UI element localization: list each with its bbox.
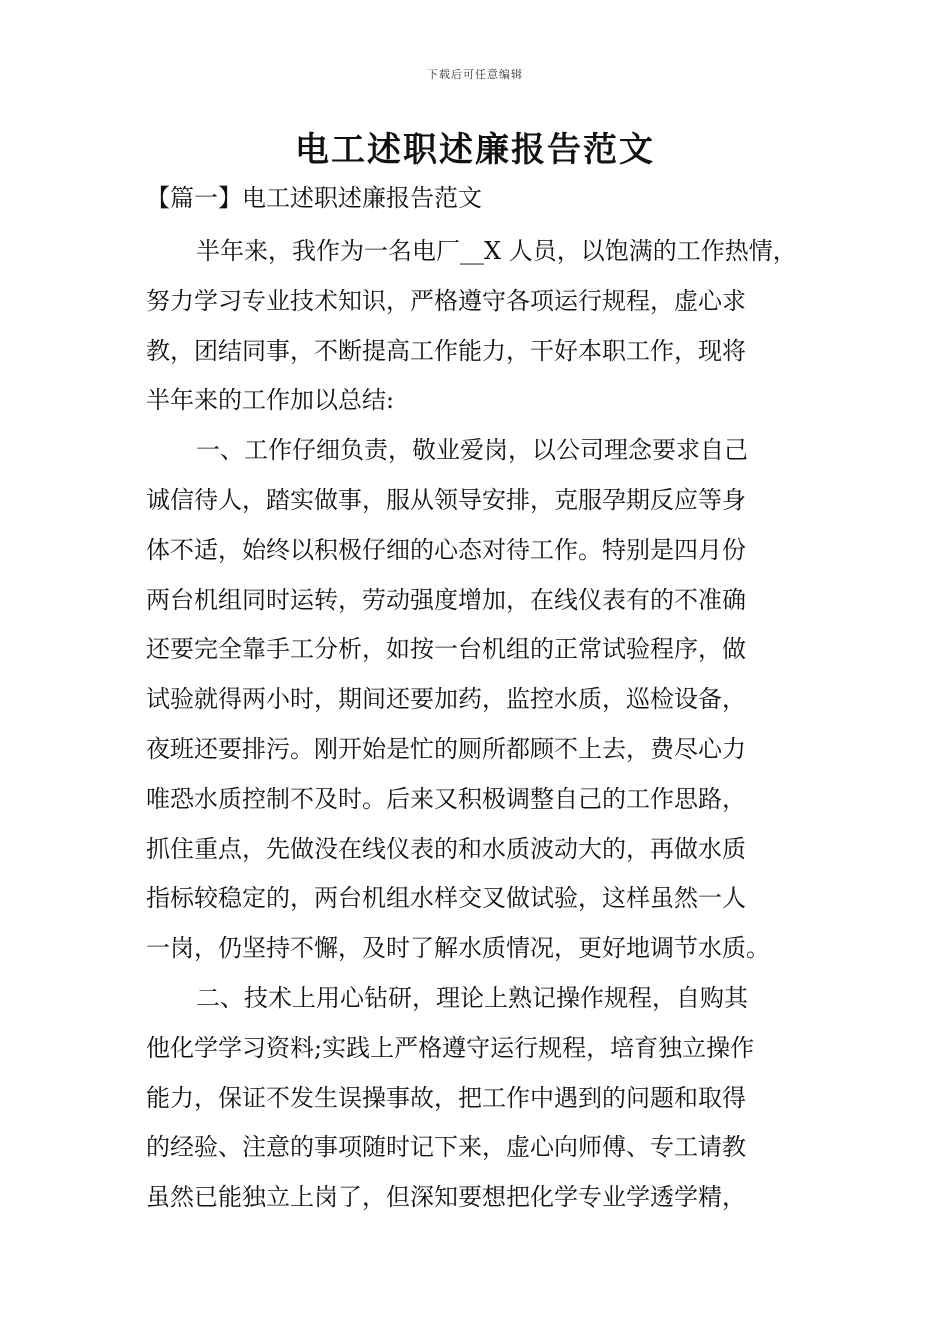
paragraph-2-line-6: 试验就得两小时，期间还要加药，监控水质，巡检设备， — [146, 685, 746, 714]
paragraph-2-line-10: 指标较稳定的，两台机组水样交叉做试验，这样虽然一人 — [146, 884, 746, 913]
paragraph-3-line-2: 他化学学习资料;实践上严格遵守运行规程，培育独立操作 — [146, 1033, 755, 1062]
paragraph-3-line-3: 能力，保证不发生误操事故，把工作中遇到的问题和取得 — [146, 1083, 746, 1112]
paragraph-3-line-5: 虽然已能独立上岗了，但深知要想把化学专业学透学精， — [146, 1183, 746, 1212]
paragraph-2-line-1: 一、工作仔细负责，敬业爱岗，以公司理念要求自己 — [196, 436, 748, 465]
paragraph-3-line-4: 的经验、注意的事项随时记下来，虚心向师傅、专工请教 — [146, 1133, 746, 1162]
paragraph-2-line-9: 抓住重点，先做没在线仪表的和水质波动大的，再做水质 — [146, 834, 746, 863]
paragraph-2-line-2: 诚信待人，踏实做事，服从领导安排，克服孕期反应等身 — [146, 485, 746, 514]
paragraph-1-line-3: 教，团结同事，不断提高工作能力，干好本职工作，现将 — [146, 336, 746, 365]
section-heading: 【篇一】电工述职述廉报告范文 — [146, 184, 482, 212]
paragraph-2-line-3: 体不适，始终以积极仔细的心态对待工作。特别是四月份 — [146, 535, 746, 564]
paragraph-1-line-2: 努力学习专业技术知识，严格遵守各项运行规程，虚心求 — [146, 286, 746, 315]
paragraph-2-line-5: 还要完全靠手工分析，如按一台机组的正常试验程序，做 — [146, 635, 746, 664]
paragraph-2-line-8: 唯恐水质控制不及时。后来又积极调整自己的工作思路， — [146, 784, 746, 813]
paragraph-1-line-4: 半年来的工作加以总结: — [146, 386, 395, 415]
paragraph-2-line-4: 两台机组同时运转，劳动强度增加，在线仪表有的不准确 — [146, 585, 746, 614]
document-body — [146, 227, 836, 1223]
paragraph-2-line-11: 一岗，仍坚持不懈，及时了解水质情况，更好地调节水质。 — [146, 934, 770, 963]
page-header-note: 下载后可任意编辑 — [427, 68, 523, 81]
paragraph-3-line-1: 二、技术上用心钻研，理论上熟记操作规程，自购其 — [196, 983, 748, 1012]
paragraph-1-line-1: 半年来，我作为一名电厂__X 人员，以饱满的工作热情， — [196, 237, 797, 265]
document-title: 电工述职述廉报告范文 — [295, 130, 655, 170]
paragraph-2-line-7: 夜班还要排污。刚开始是忙的厕所都顾不上去，费尽心力 — [146, 734, 746, 763]
